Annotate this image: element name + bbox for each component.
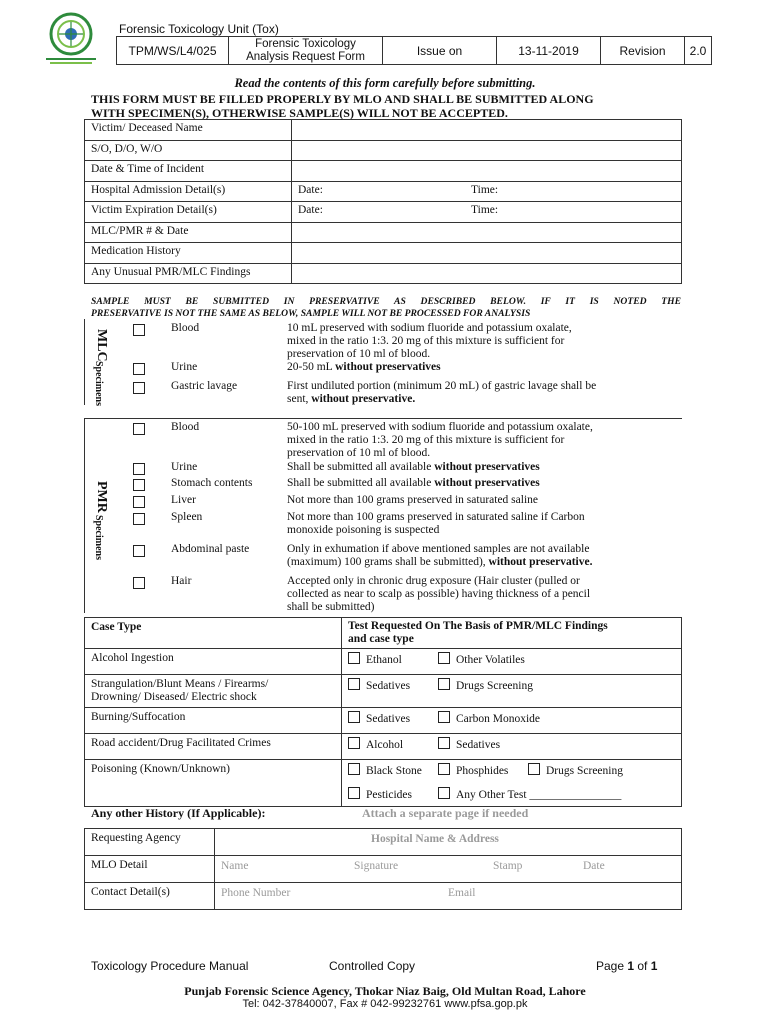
- agency-field-label-text: Requesting Agency: [91, 832, 181, 844]
- test-option[interactable]: [438, 678, 533, 692]
- pmr-specimen-checkbox[interactable]: [133, 513, 145, 525]
- mlc-sub-label: Specimens: [93, 361, 104, 406]
- test-checkbox[interactable]: [438, 787, 450, 799]
- victim-row: [85, 140, 682, 161]
- page-of: of: [634, 959, 651, 973]
- footer-copy-status: Controlled Copy: [329, 959, 416, 973]
- agency-field-hint: Email: [448, 887, 476, 899]
- agency-field-value[interactable]: [215, 829, 682, 856]
- victim-field-value[interactable]: [292, 181, 682, 202]
- case-type-cell: [85, 760, 342, 807]
- agency-field-label: [85, 856, 215, 883]
- victim-row: [85, 243, 682, 264]
- description-line: First undiluted portion (minimum 20 mL) of gastric lavage shall be: [287, 380, 597, 392]
- pmr-specimen-checkbox[interactable]: [133, 577, 145, 589]
- other-history-hint: Attach a separate page if needed: [362, 806, 529, 820]
- description-line: [287, 393, 677, 406]
- test-options-cell: [342, 649, 682, 675]
- victim-field-value[interactable]: [292, 243, 682, 264]
- test-option[interactable]: [438, 652, 525, 666]
- pmr-specimen-description: [287, 494, 677, 507]
- test-option-label: Carbon Monoxide: [456, 713, 541, 725]
- test-checkbox[interactable]: [348, 678, 360, 690]
- agency-row: [85, 883, 682, 910]
- other-history-label: Any other History (If Applicable):: [91, 806, 266, 820]
- victim-field-value[interactable]: [292, 222, 682, 243]
- document-title-line-2: Analysis Request Form: [246, 50, 365, 63]
- test-option[interactable]: [348, 787, 438, 801]
- document-code: TPM/WS/L4/025: [117, 37, 229, 65]
- test-option-label: Other Volatiles: [456, 654, 525, 666]
- agency-field-hint: Phone Number: [221, 887, 291, 899]
- pmr-specimen-description: [287, 477, 677, 490]
- description-line: collected as near to scalp as possible) having thickness of a pencil: [287, 588, 591, 600]
- test-options-cell: [342, 734, 682, 760]
- victim-row: [85, 222, 682, 243]
- test-requested-header-line-2: and case type: [348, 633, 414, 645]
- issue-date: 13-11-2019: [497, 37, 601, 65]
- test-option-label: Drugs Screening: [546, 765, 623, 777]
- mlc-specimen-description: [287, 361, 677, 374]
- agency-field-hint: Name: [221, 860, 249, 872]
- test-option-label: Sedatives: [456, 739, 501, 751]
- mlc-specimen-checkbox[interactable]: [133, 324, 145, 336]
- description-text: (maximum) 100 grams shall be submitted),: [287, 556, 489, 568]
- agency-field-hint: Stamp: [493, 860, 523, 872]
- case-type-header: [85, 618, 342, 649]
- description-line: monoxide poisoning is suspected: [287, 524, 440, 536]
- victim-field-label-text: MLC/PMR # & Date: [91, 224, 189, 237]
- victim-field-label: [85, 222, 292, 243]
- description-line: [287, 461, 677, 474]
- victim-row: [85, 181, 682, 202]
- mlc-specimen-name: Gastric lavage: [171, 380, 238, 392]
- revision-label: Revision: [601, 37, 685, 65]
- test-checkbox[interactable]: [438, 737, 450, 749]
- document-title: [229, 37, 383, 65]
- agency-field-label-text: MLO Detail: [91, 859, 148, 871]
- test-option-label: Sedatives: [366, 713, 411, 725]
- victim-details-table: [84, 119, 682, 284]
- test-option[interactable]: [438, 737, 500, 751]
- test-option-label: Sedatives: [366, 680, 411, 692]
- victim-value-date-label: Date:: [298, 183, 323, 196]
- victim-field-label-text: S/O, D/O, W/O: [91, 142, 163, 155]
- pmr-specimen-description: [287, 511, 677, 537]
- case-type-cell: [85, 649, 342, 675]
- test-checkbox[interactable]: [348, 652, 360, 664]
- case-type-text: Road accident/Drug Facilitated Crimes: [91, 737, 271, 749]
- test-option-label: Phosphides: [456, 765, 509, 777]
- description-line: Not more than 100 grams preserved in saturated saline if Carbon: [287, 511, 585, 523]
- page-prefix: Page: [596, 959, 628, 973]
- victim-field-label: [85, 140, 292, 161]
- pmr-specimen-name: Hair: [171, 575, 192, 587]
- document-title-line-1: Forensic Toxicology: [255, 37, 356, 50]
- test-option-label: Drugs Screening: [456, 680, 533, 692]
- pmr-specimen-description: [287, 421, 677, 460]
- test-option[interactable]: [438, 711, 540, 725]
- description-line: [287, 477, 677, 490]
- case-row: [85, 675, 682, 708]
- agency-field-label: [85, 829, 215, 856]
- pmr-sub-label: Specimens: [93, 515, 104, 560]
- case-type-text: Burning/Suffocation: [91, 711, 186, 723]
- test-options-cell: [342, 760, 682, 807]
- test-checkbox[interactable]: [348, 711, 360, 723]
- victim-row: [85, 161, 682, 182]
- sample-notice-line-2: PRESERVATIVE IS NOT THE SAME AS BELOW, SAMPLE WILL NOT BE PROCESSED FOR ANALYSIS: [91, 308, 531, 319]
- victim-field-label-text: Hospital Admission Detail(s): [91, 183, 226, 196]
- description-text: Shall be submitted all available: [287, 477, 435, 489]
- victim-field-value[interactable]: [292, 202, 682, 223]
- test-checkbox[interactable]: [348, 763, 360, 775]
- case-type-text: Strangulation/Blunt Means / Firearms/: [91, 678, 269, 690]
- pmr-specimen-description: [287, 461, 677, 474]
- agency-seal-icon: [40, 10, 102, 68]
- pmr-specimen-name: Stomach contents: [171, 477, 253, 489]
- test-option-label: Ethanol: [366, 654, 402, 666]
- victim-field-value[interactable]: [292, 140, 682, 161]
- description-line: 50-100 mL preserved with sodium fluoride and potassium oxalate,: [287, 421, 593, 433]
- test-checkbox[interactable]: [438, 711, 450, 723]
- agency-field-hint: Signature: [354, 860, 399, 872]
- case-type-header-text: Case Type: [91, 621, 142, 633]
- mlc-specimen-checkbox[interactable]: [133, 363, 145, 375]
- description-emphasis: without preservative.: [311, 393, 416, 405]
- warning-line-1: THIS FORM MUST BE FILLED PROPERLY BY MLO AND SHALL BE SUBMITTED ALONG: [91, 92, 594, 106]
- pmr-specimen-name: Spleen: [171, 511, 203, 523]
- issue-label: Issue on: [383, 37, 497, 65]
- victim-value-date-label: Date:: [298, 204, 323, 216]
- footer-address: Punjab Forensic Science Agency, Thokar Niaz Baig, Old Multan Road, Lahore: [184, 984, 586, 998]
- pmr-specimen-description: [287, 543, 677, 569]
- test-option[interactable]: [348, 652, 438, 666]
- victim-field-label: [85, 120, 292, 141]
- description-line: Not more than 100 grams preserved in saturated saline: [287, 494, 539, 506]
- case-row: [85, 649, 682, 675]
- victim-row: [85, 263, 682, 284]
- description-line: mixed in the ratio 1:3. 20 mg of this mixture is sufficient for: [287, 335, 565, 347]
- page-total: 1: [650, 959, 658, 973]
- victim-field-label: [85, 202, 292, 223]
- description-line: [287, 361, 677, 374]
- pmr-specimen-checkbox[interactable]: [133, 496, 145, 508]
- victim-field-label-text: Date & Time of Incident: [91, 163, 205, 175]
- test-checkbox[interactable]: [528, 763, 540, 775]
- description-text: 20-50 mL: [287, 361, 336, 373]
- test-options-line: [348, 737, 675, 751]
- case-row: [85, 760, 682, 807]
- sample-notice-line-1: SAMPLE MUST BE SUBMITTED IN PRESERVATIVE AS DESCRIBED BELOW. IF IT IS NOTED THE: [91, 296, 681, 307]
- agency-field-value[interactable]: [215, 856, 682, 883]
- pmr-specimen-name: Abdominal paste: [171, 543, 250, 555]
- case-type-cell: [85, 708, 342, 734]
- mlc-specimen-description: [287, 322, 677, 361]
- victim-row: [85, 202, 682, 223]
- case-type-text: Poisoning (Known/Unknown): [91, 763, 230, 775]
- mlc-specimen-name: Blood: [171, 322, 200, 334]
- description-emphasis: without preservatives: [335, 361, 441, 373]
- page-current: 1: [627, 959, 635, 973]
- test-requested-header: [342, 618, 682, 649]
- test-checkbox[interactable]: [438, 678, 450, 690]
- test-option-label: Pesticides: [366, 789, 412, 801]
- footer-page-number: [596, 959, 657, 973]
- test-checkbox[interactable]: [348, 737, 360, 749]
- pmr-specimen-name: Liver: [171, 494, 196, 506]
- test-options-line: [348, 652, 675, 666]
- description-line: Accepted only in chronic drug exposure (Hair cluster (pulled or: [287, 575, 580, 587]
- test-option-label: Alcohol: [366, 739, 404, 751]
- victim-value-time-label: Time:: [471, 204, 499, 216]
- test-checkbox[interactable]: [348, 787, 360, 799]
- document-control-table: [116, 36, 712, 65]
- test-option[interactable]: [348, 737, 438, 751]
- test-options-line: [348, 763, 675, 777]
- description-text: Shall be submitted all available: [287, 461, 435, 473]
- description-emphasis: without preservatives: [434, 477, 540, 489]
- case-type-cell: [85, 734, 342, 760]
- description-line: [287, 556, 677, 569]
- test-requested-header-line-1: Test Requested On The Basis of PMR/MLC Findings: [348, 620, 608, 632]
- victim-field-label: [85, 243, 292, 264]
- test-option[interactable]: [438, 787, 621, 801]
- pmr-specimen-name: Urine: [171, 461, 198, 473]
- description-line: preservation of 10 ml of blood.: [287, 348, 431, 360]
- mlc-specimen-checkbox[interactable]: [133, 382, 145, 394]
- pmr-specimen-checkbox[interactable]: [133, 545, 145, 557]
- test-options-line: [348, 787, 675, 801]
- footer-manual: Toxicology Procedure Manual: [91, 959, 249, 973]
- victim-field-label-text: Any Unusual PMR/MLC Findings: [91, 265, 251, 278]
- test-option[interactable]: [438, 763, 528, 777]
- description-line: shall be submitted): [287, 601, 375, 613]
- pmr-label: PMR: [94, 481, 109, 513]
- victim-field-label: [85, 263, 292, 284]
- victim-field-value[interactable]: [292, 120, 682, 141]
- requesting-agency-table: [84, 828, 682, 910]
- warning-line-2: WITH SPECIMEN(S), OTHERWISE SAMPLE(S) WILL NOT BE ACCEPTED.: [91, 106, 508, 120]
- test-option[interactable]: [348, 678, 438, 692]
- case-type-table: [84, 617, 682, 807]
- agency-field-hint: Date: [583, 860, 605, 872]
- case-header-row: [85, 618, 682, 649]
- victim-field-label-text: Victim/ Deceased Name: [91, 122, 203, 134]
- case-type-cell: [85, 675, 342, 708]
- test-option[interactable]: [348, 711, 438, 725]
- test-option[interactable]: [348, 763, 438, 777]
- mlc-specimen-description: [287, 380, 677, 406]
- description-emphasis: without preservative.: [488, 556, 593, 568]
- case-row: [85, 708, 682, 734]
- description-line: mixed in the ratio 1:3. 20 mg of this mixture is sufficient for: [287, 434, 565, 446]
- pmr-specimen-checkbox[interactable]: [133, 463, 145, 475]
- agency-logo: [40, 10, 102, 68]
- agency-row: [85, 829, 682, 856]
- victim-value-time-label: Time:: [471, 183, 499, 196]
- unit-name: Forensic Toxicology Unit (Tox): [119, 22, 279, 36]
- test-option[interactable]: [528, 763, 623, 777]
- test-options-line: [348, 711, 675, 725]
- pmr-specimen-description: [287, 575, 677, 614]
- agency-field-hint: Hospital Name & Address: [371, 833, 499, 845]
- victim-field-value[interactable]: [292, 161, 682, 182]
- revision-value: 2.0: [685, 37, 712, 65]
- victim-field-label-text: Medication History: [91, 245, 181, 257]
- test-checkbox[interactable]: [438, 763, 450, 775]
- footer-contact: Tel: 042-37840007, Fax # 042-99232761 www.pfsa.gop.pk: [242, 998, 528, 1010]
- mlc-specimen-name: Urine: [171, 361, 198, 373]
- read-notice: Read the contents of this form carefully before submitting.: [234, 76, 536, 90]
- description-line: preservation of 10 ml of blood.: [287, 447, 431, 459]
- case-row: [85, 734, 682, 760]
- victim-row: [85, 120, 682, 141]
- test-option-label: Black Stone: [366, 765, 422, 777]
- test-options-cell: [342, 675, 682, 708]
- victim-field-label-text: Victim Expiration Detail(s): [91, 204, 217, 216]
- case-type-text: Alcohol Ingestion: [91, 652, 174, 664]
- pmr-specimen-checkbox[interactable]: [133, 479, 145, 491]
- test-checkbox[interactable]: [438, 652, 450, 664]
- agency-field-label-text: Contact Detail(s): [91, 886, 170, 898]
- agency-field-value[interactable]: [215, 883, 682, 910]
- test-option-label: Any Other Test ________________: [456, 789, 622, 801]
- victim-field-label: [85, 161, 292, 182]
- description-text: sent,: [287, 393, 312, 405]
- agency-row: [85, 856, 682, 883]
- pmr-specimen-name: Blood: [171, 421, 200, 433]
- victim-field-label: [85, 181, 292, 202]
- description-line: Only in exhumation if above mentioned samples are not available: [287, 543, 590, 555]
- agency-field-label: [85, 883, 215, 910]
- test-options-cell: [342, 708, 682, 734]
- case-type-text: Drowning/ Diseased/ Electric shock: [91, 691, 257, 703]
- mlc-label: MLC: [94, 329, 109, 362]
- description-line: 10 mL preserved with sodium fluoride and potassium oxalate,: [287, 322, 572, 334]
- description-emphasis: without preservatives: [434, 461, 540, 473]
- pmr-specimen-checkbox[interactable]: [133, 423, 145, 435]
- victim-field-value[interactable]: [292, 263, 682, 284]
- test-options-line: [348, 678, 675, 692]
